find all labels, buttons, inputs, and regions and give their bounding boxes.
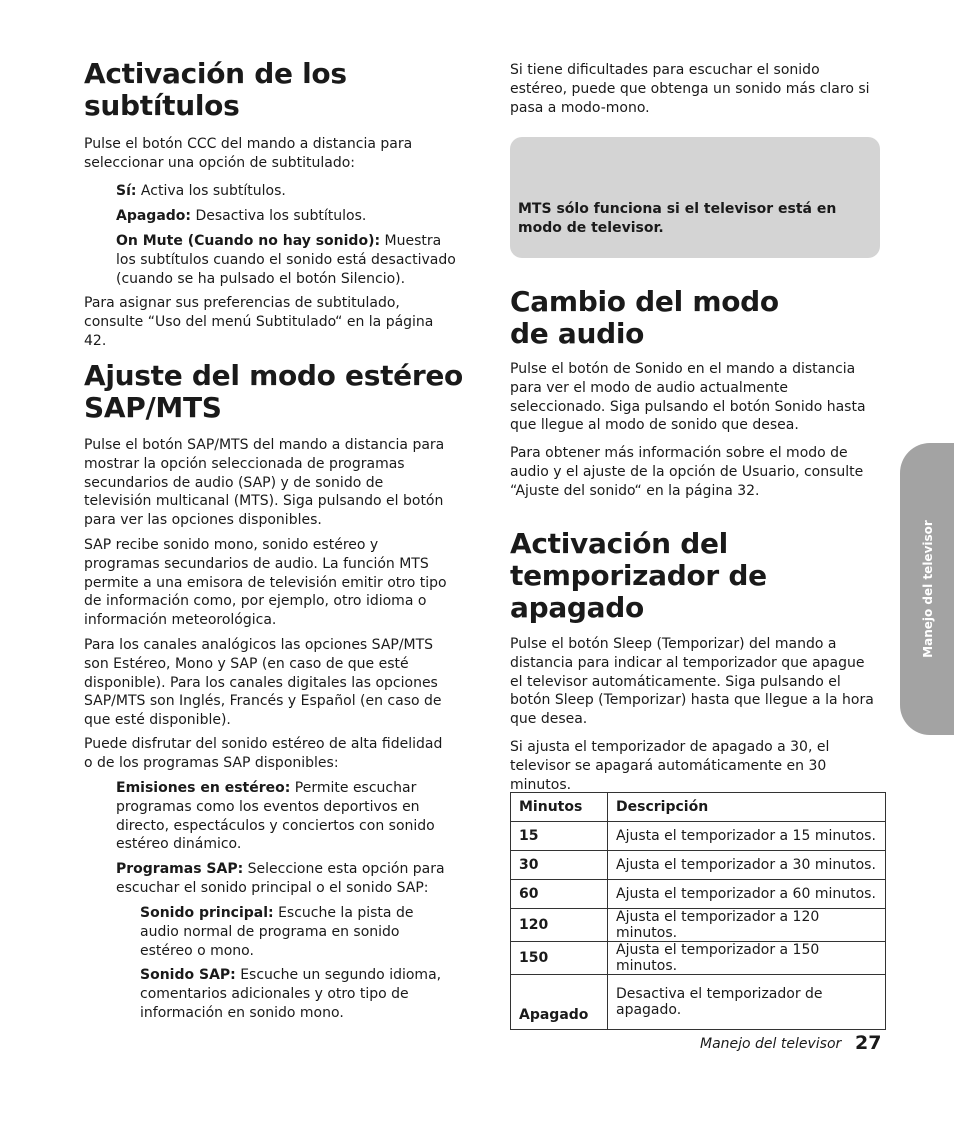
option-apagado: Apagado: Desactiva los subtítulos. bbox=[116, 208, 367, 224]
option-emisiones: Emisiones en estéreo: Permite escuchar programas como los eventos deportivos en directo, espectáculos y conciertos con sonido estéreo dinámico. bbox=[116, 780, 435, 853]
cell-minutos: Apagado bbox=[511, 975, 608, 1030]
paragraph: Pulse el botón CCC del mando a distancia para seleccionar una opción de subtitulado: bbox=[84, 136, 413, 171]
cell-descripcion: Ajusta el temporizador a 150 minutos. bbox=[608, 942, 886, 975]
cell-minutos: 15 bbox=[511, 822, 608, 851]
cell-minutos: 60 bbox=[511, 880, 608, 909]
heading-sleep-timer: Activación del temporizador de apagado bbox=[510, 527, 767, 624]
paragraph: Pulse el botón SAP/MTS del mando a distancia para mostrar la opción seleccionada de programas secundarios de audio (SAP) y de sonido de televisión multicanal (MTS). Siga pulsando el botón para ver las opciones disponibles. bbox=[84, 437, 445, 529]
paragraph: Para obtener más información sobre el modo de audio y el ajuste de la opción de Usuario, consulte “Ajuste del sonido“ en la página 32. bbox=[510, 445, 864, 499]
table-row bbox=[511, 880, 886, 909]
option-sonido-principal: Sonido principal: Escuche la pista de audio normal de programa en sonido estéreo o mono. bbox=[140, 905, 414, 959]
table-row bbox=[511, 822, 886, 851]
sleep-timer-table bbox=[510, 792, 886, 1030]
table-row bbox=[511, 851, 886, 880]
cell-descripcion: Ajusta el temporizador a 30 minutos. bbox=[608, 851, 886, 880]
section-side-tab bbox=[900, 443, 954, 735]
option-programas-sap: Programas SAP: Seleccione esta opción para escuchar el sonido principal o el sonido SAP: bbox=[116, 861, 445, 896]
paragraph: Para asignar sus preferencias de subtitulado, consulte “Uso del menú Subtitulado“ en la página 42. bbox=[84, 295, 434, 349]
paragraph: Si ajusta el temporizador de apagado a 30, el televisor se apagará automáticamente en 30 minutos. bbox=[510, 739, 830, 793]
table-row bbox=[511, 942, 886, 975]
column-header-minutos: Minutos bbox=[511, 793, 608, 822]
option-si: Sí: Activa los subtítulos. bbox=[116, 183, 286, 199]
paragraph: Para los canales analógicos las opciones SAP/MTS son Estéreo, Mono y SAP (en caso de que esté disponible). Para los canales digitales las opciones SAP/MTS son Inglés, Francés y Español (en caso de que esté disponible). bbox=[84, 637, 442, 729]
cell-minutos: 30 bbox=[511, 851, 608, 880]
footer-title: Manejo del televisor bbox=[700, 1036, 842, 1052]
heading-subtitles: Activación de los subtítulos bbox=[84, 57, 347, 122]
paragraph: Pulse el botón Sleep (Temporizar) del mando a distancia para indicar al temporizador que apague el televisor automáticamente. Siga pulsando el botón Sleep (Temporizar) hasta que llegue a la hora que desea. bbox=[510, 636, 874, 728]
note-box bbox=[510, 137, 880, 258]
note-text: MTS sólo funciona si el televisor está en modo de televisor. bbox=[518, 201, 837, 236]
column-header-descripcion: Descripción bbox=[608, 793, 886, 822]
cell-descripcion: Ajusta el temporizador a 120 minutos. bbox=[608, 909, 886, 942]
cell-descripcion: Ajusta el temporizador a 60 minutos. bbox=[608, 880, 886, 909]
option-sonido-sap: Sonido SAP: Escuche un segundo idioma, comentarios adicionales y otro tipo de información en sonido mono. bbox=[140, 967, 442, 1021]
side-tab-label: Manejo del televisor bbox=[921, 520, 935, 658]
cell-minutos: 120 bbox=[511, 909, 608, 942]
cell-minutos: 150 bbox=[511, 942, 608, 975]
cell-descripcion: Desactiva el temporizador de apagado. bbox=[608, 975, 886, 1030]
cell-descripcion: Ajusta el temporizador a 15 minutos. bbox=[608, 822, 886, 851]
paragraph: Pulse el botón de Sonido en el mando a distancia para ver el modo de audio actualmente seleccionado. Siga pulsando el botón Sonido hasta que llegue al modo de sonido que desea. bbox=[510, 361, 866, 434]
page-number: 27 bbox=[855, 1032, 882, 1054]
heading-sap-mts: Ajuste del modo estéreo SAP/MTS bbox=[84, 359, 463, 424]
table-row bbox=[511, 975, 886, 1030]
page-footer bbox=[700, 1032, 882, 1054]
heading-audio-mode: Cambio del modo de audio bbox=[510, 285, 779, 350]
table-header-row bbox=[511, 793, 886, 822]
table-row bbox=[511, 909, 886, 942]
paragraph: SAP recibe sonido mono, sonido estéreo y programas secundarios de audio. La función MTS permite a una emisora de televisión emitir otro tipo de información como, por ejemplo, otro idioma o información meteorológica. bbox=[84, 537, 447, 629]
paragraph: Si tiene dificultades para escuchar el sonido estéreo, puede que obtenga un sonido más claro si pasa a modo-mono. bbox=[510, 62, 870, 116]
option-on-mute: On Mute (Cuando no hay sonido): Muestra los subtítulos cuando el sonido está desactivado (cuando se ha pulsado el botón Silencio). bbox=[116, 233, 456, 287]
paragraph: Puede disfrutar del sonido estéreo de alta fidelidad o de los programas SAP disponibles: bbox=[84, 736, 443, 771]
